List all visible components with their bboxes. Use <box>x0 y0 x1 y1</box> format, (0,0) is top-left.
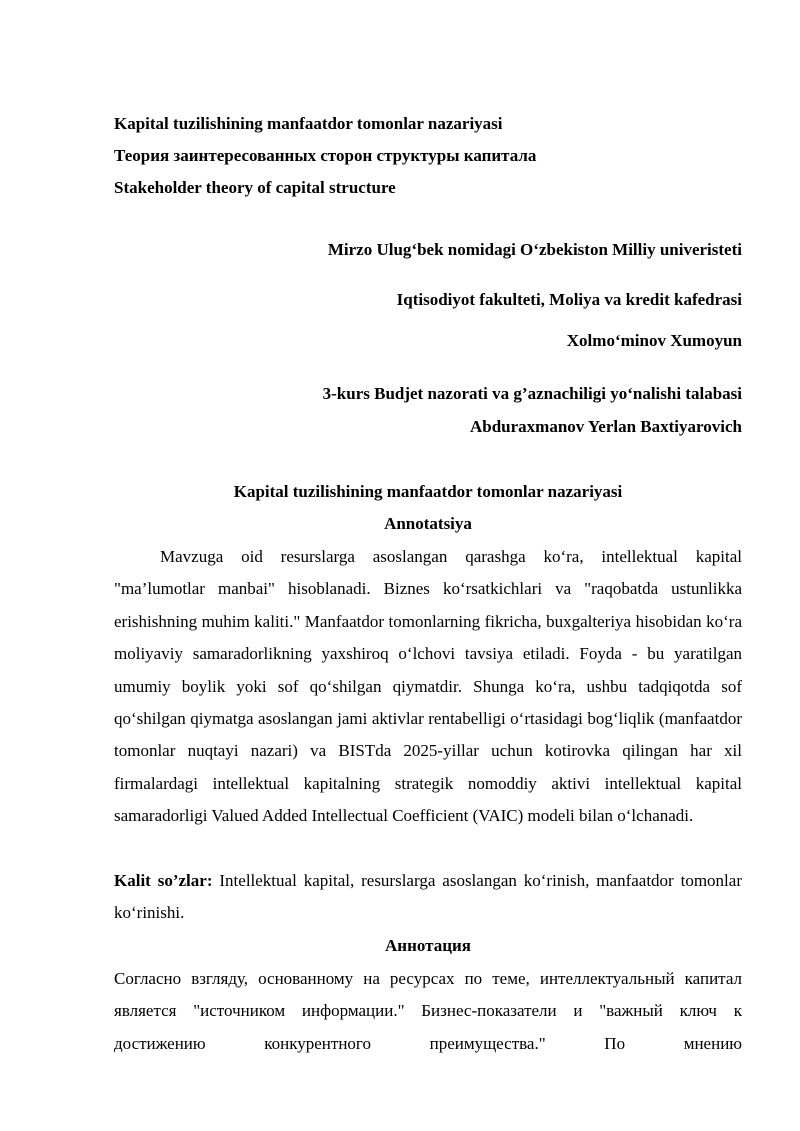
title-uzbek: Kapital tuzilishining manfaatdor tomonlar nazariyasi <box>114 114 503 133</box>
title-english: Stakeholder theory of capital structure <box>114 178 396 197</box>
keywords-text: Intellektual kapital, resurslarga asoslangan ko‘rinish, manfaatdor tomonlar ko‘rinishi. <box>114 871 742 923</box>
abstract-heading-uz: Annotatsiya <box>384 514 472 533</box>
university-name: Mirzo Ulug‘bek nomidagi O‘zbekiston Milliy univeristeti <box>327 240 742 259</box>
keywords-label: Kalit so’zlar: <box>114 871 213 890</box>
abstract-heading-ru: Аннотация <box>385 936 471 955</box>
student-role: 3-kurs Budjet nazorati va g’aznachiligi yo‘nalishi talabasi <box>322 384 742 403</box>
keywords-paragraph <box>114 865 742 930</box>
abstract-text-uz: Mavzuga oid resurslarga asoslangan qarashga ko‘ra, intellektual kapital "ma’lumotlar manbai" hisoblanadi. Biznes ko‘rsatkichlari va "raqobatda ustunlikka erishishning muhim kaliti." Manfaatdor tomonlarning fikricha, buxgalteriya hisobidan ko‘ra moliyaviy samaradorlikning yaxshiroq o‘lchovi tavsiya etiladi. Foyda - bu yaratilgan umumiy boylik yoki sof qo‘shilgan qiymatdir. Shunga ko‘ra, ushbu tadqiqotda sof qo‘shilgan qiymatga asoslangan jami aktivlar rentabelligi o‘rtasidagi bog‘liqlik (manfaatdor tomonlar nuqtayi nazari) va BISTda 2025-yillar uchun kotirovka qilingan har xil firmalardagi intellektual kapitalning strategik nomoddiy aktivi intellektual kapital samaradorligi Valued Added Intellectual Coefficient (VAIC) modeli bilan o‘lchanadi. <box>114 547 742 826</box>
student-name: Abduraxmanov Yerlan Baxtiyarovich <box>469 417 742 436</box>
title-block <box>114 108 742 204</box>
advisor-name: Xolmo‘minov Xumoyun <box>566 331 742 350</box>
article-title: Kapital tuzilishining manfaatdor tomonlar nazariyasi <box>233 482 623 501</box>
abstract-text-ru: Согласно взгляду, основанному на ресурсах по теме, интеллектуальный капитал является "источником информации." Бизнес-показатели и "важный ключ к достижению конкурентного преимущества." По мнению <box>114 969 742 1053</box>
faculty-name: Iqtisodiyot fakulteti, Moliya va kredit kafedrasi <box>396 290 742 309</box>
title-russian: Теория заинтересованных сторон структуры капитала <box>114 146 537 165</box>
